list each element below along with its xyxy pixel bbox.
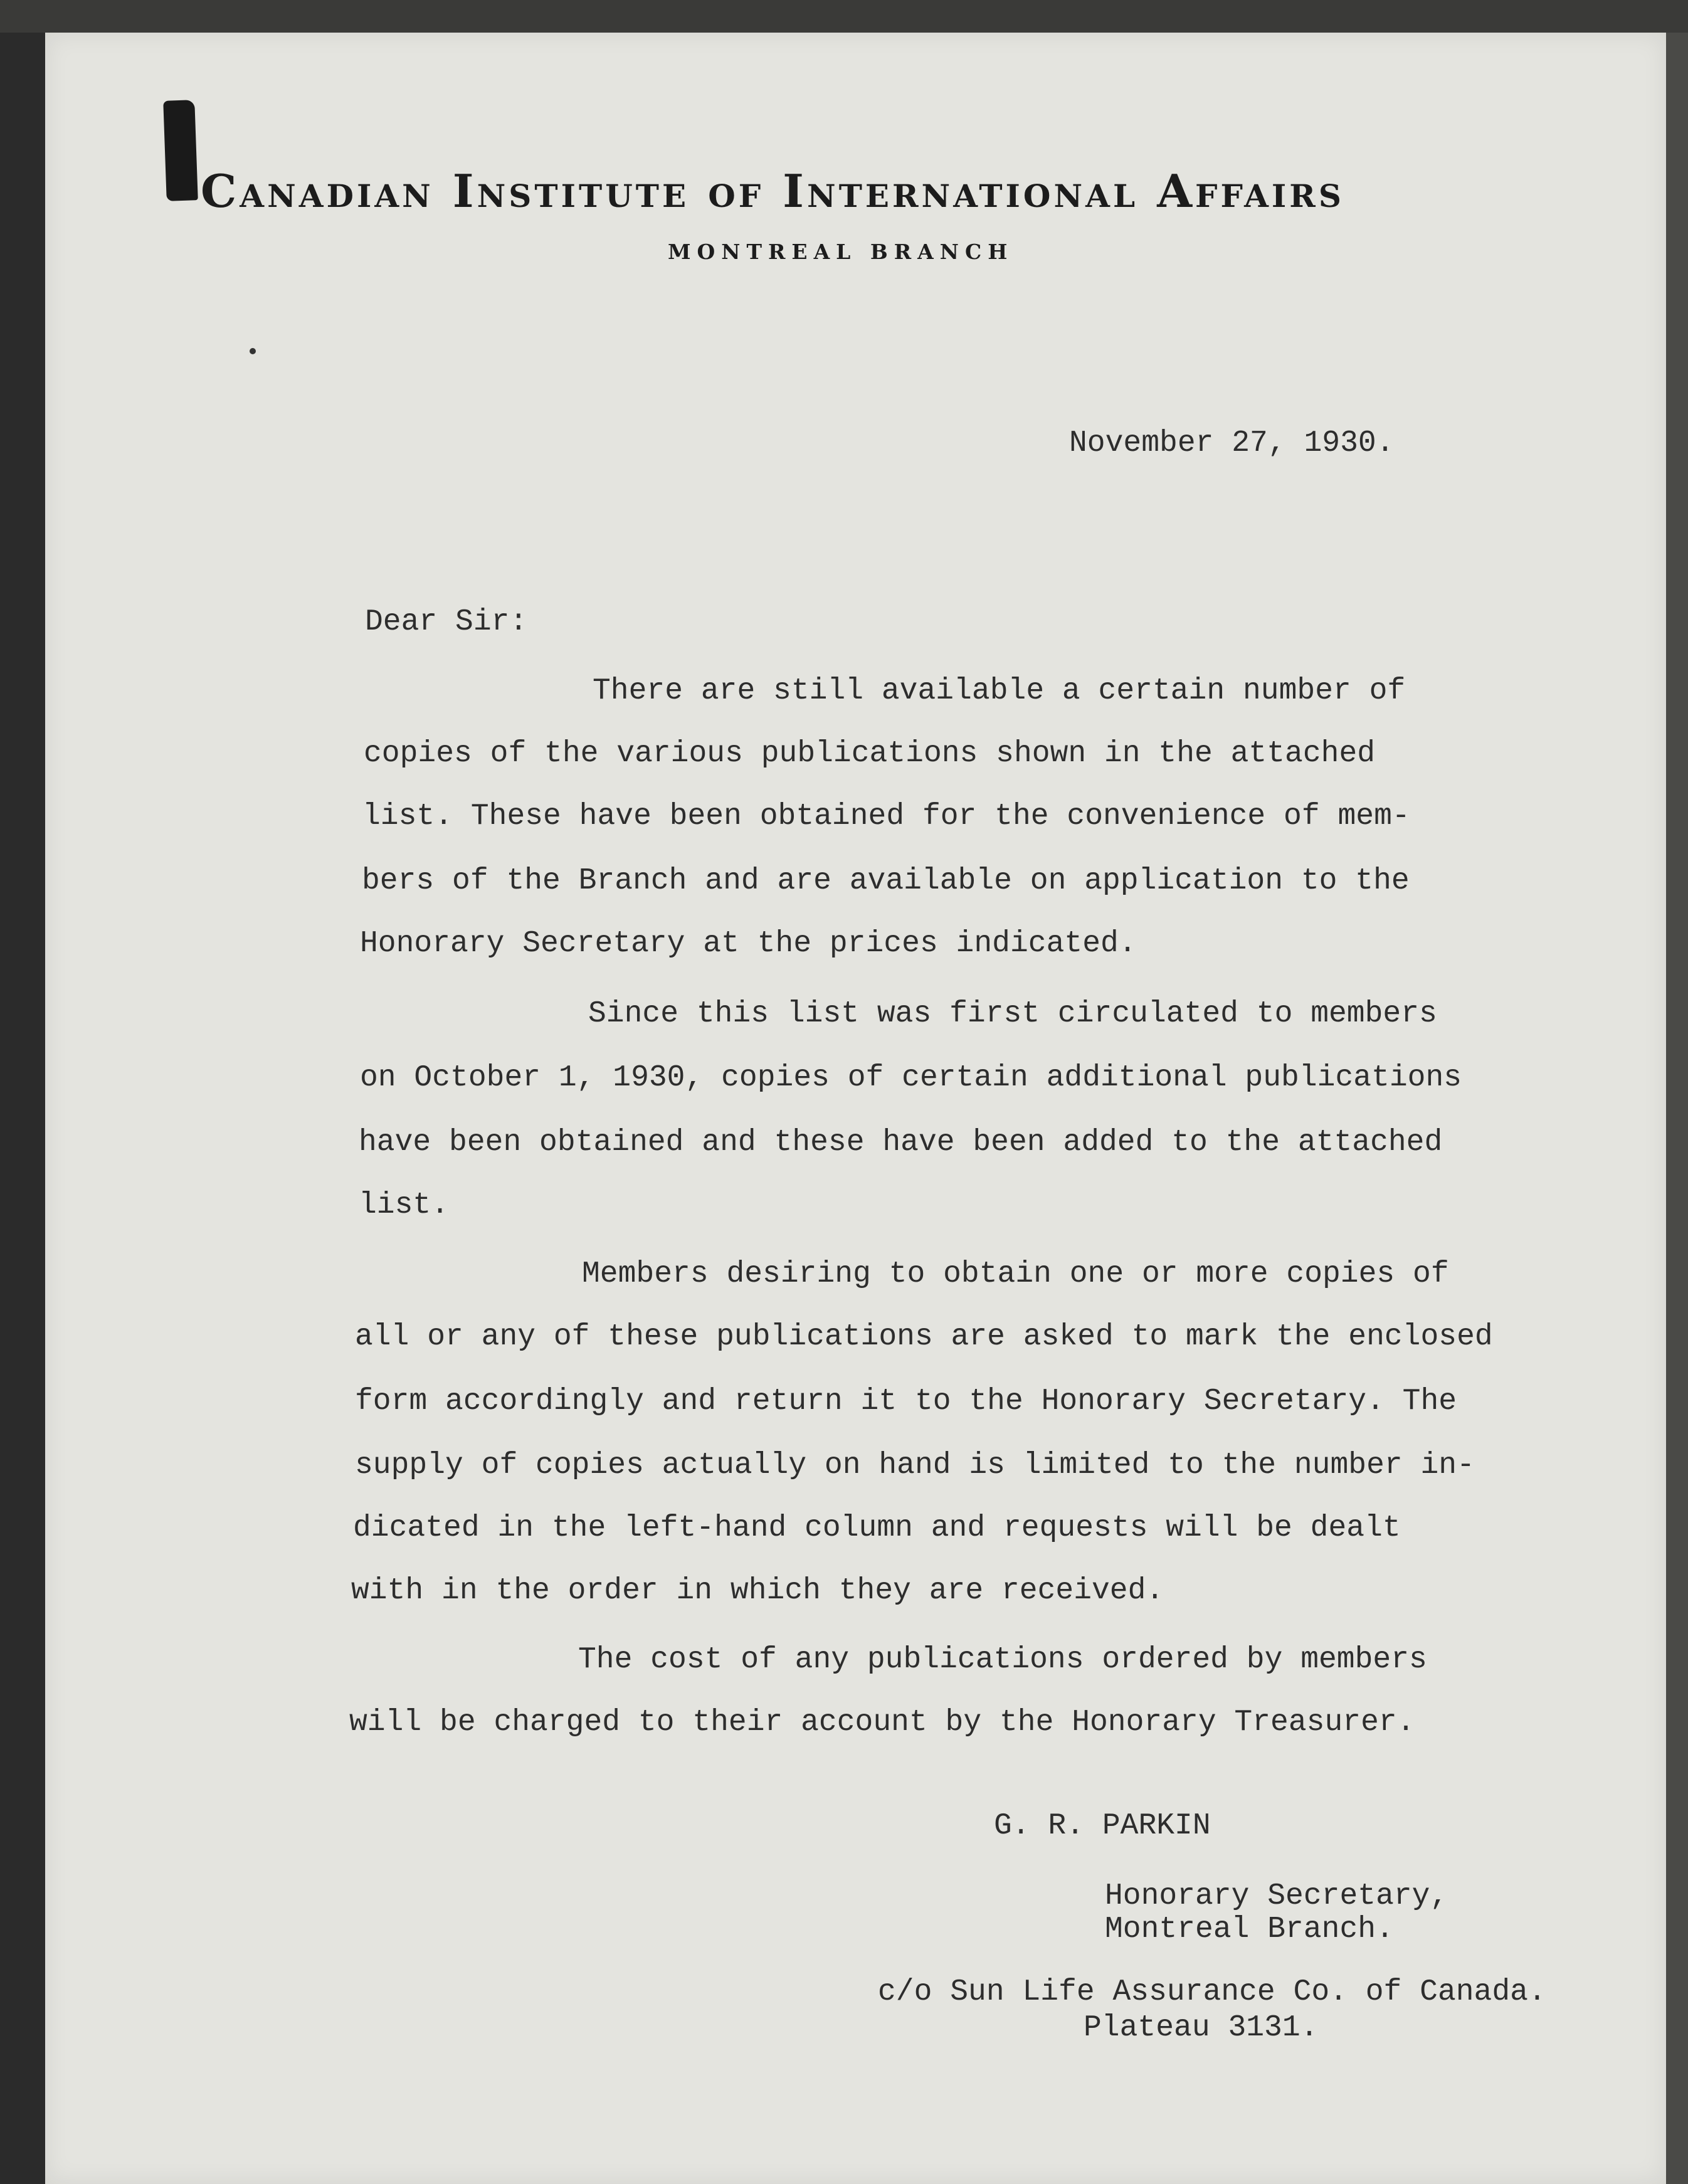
paragraph-line: have been obtained and these have been added to the attached	[359, 1126, 1443, 1159]
paragraph-line: Honorary Secretary at the prices indicated.	[360, 927, 1137, 961]
letterhead-branch: MONTREAL BRANCH	[668, 240, 1014, 264]
address-line1: c/o Sun Life Assurance Co. of Canada.	[878, 1975, 1546, 2009]
paragraph-line: list.	[359, 1188, 450, 1222]
signature-title-line1: Honorary Secretary,	[1105, 1879, 1448, 1913]
paragraph-line: bers of the Branch and are available on application to the	[362, 864, 1410, 898]
paragraph-line: The cost of any publications ordered by members	[578, 1643, 1427, 1677]
address-line2: Plateau 3131.	[1084, 2011, 1319, 2045]
letterhead-organization: Canadian Institute of International Affairs	[201, 164, 1344, 218]
paragraph-line: dicated in the left-hand column and requests will be dealt	[353, 1511, 1401, 1545]
paragraph-line: copies of the various publications shown in the attached	[364, 737, 1376, 771]
ink-dot-mark	[250, 348, 256, 354]
signature-title-line2: Montreal Branch.	[1105, 1912, 1394, 1946]
paragraph-line: There are still available a certain number of	[593, 674, 1406, 708]
letter-salutation: Dear Sir:	[365, 605, 528, 639]
scan-background-top	[0, 0, 1688, 33]
paragraph-line: Members desiring to obtain one or more copies of	[582, 1257, 1449, 1291]
paragraph-line: Since this list was first circulated to members	[588, 997, 1437, 1031]
paragraph-line: all or any of these publications are asked to mark the enclosed	[355, 1320, 1493, 1354]
ink-blot-mark	[163, 100, 198, 201]
paragraph-line: list. These have been obtained for the convenience of mem-	[362, 799, 1410, 833]
paragraph-line: with in the order in which they are received.	[351, 1574, 1164, 1608]
paragraph-line: supply of copies actually on hand is limited to the number in-	[355, 1448, 1475, 1482]
signature-name: G. R. PARKIN	[994, 1809, 1211, 1843]
scan-background-edge	[1666, 33, 1688, 2184]
paragraph-line: on October 1, 1930, copies of certain additional publications	[360, 1061, 1462, 1095]
paragraph-line: form accordingly and return it to the Honorary Secretary. The	[355, 1385, 1457, 1418]
paragraph-line: will be charged to their account by the Honorary Treasurer.	[349, 1706, 1415, 1739]
letter-date: November 27, 1930.	[1069, 426, 1395, 460]
letter-page	[45, 33, 1666, 2184]
